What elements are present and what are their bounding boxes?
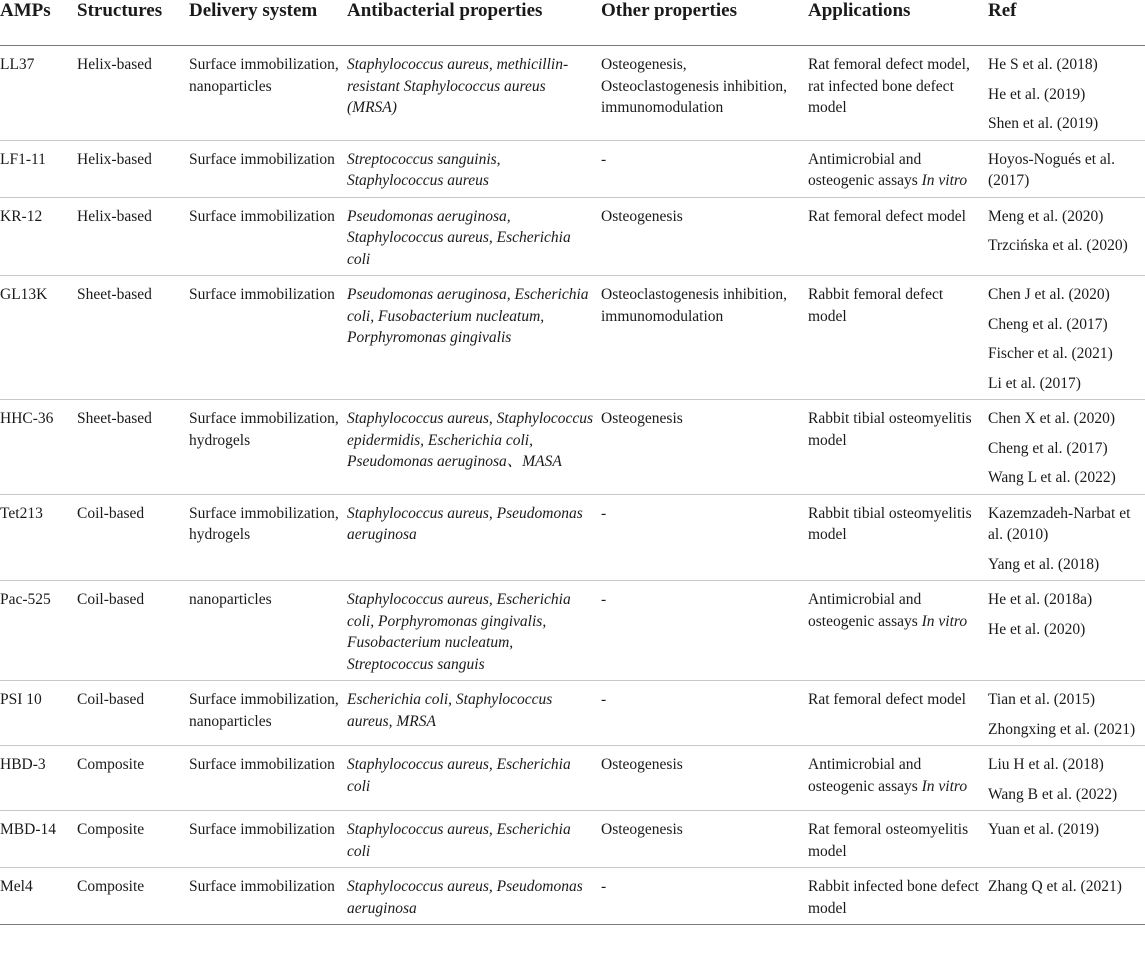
table-row bbox=[0, 581, 1145, 681]
table-row bbox=[0, 400, 1145, 495]
application-cell: Rabbit tibial osteomyelitis model bbox=[808, 400, 988, 495]
reference[interactable]: Yuan et al. (2019) bbox=[988, 821, 1100, 838]
structure-cell: Coil-based bbox=[77, 494, 189, 581]
reference[interactable]: Zhongxing et al. (2021) bbox=[988, 720, 1136, 738]
reference[interactable]: He et al. (2020) bbox=[988, 620, 1086, 638]
amp-cell: LF1-11 bbox=[0, 140, 77, 197]
other-properties-cell: Osteoclastogenesis inhibition, immunomodulation bbox=[601, 276, 808, 400]
other-properties-cell: - bbox=[601, 140, 808, 197]
amp-cell: KR-12 bbox=[0, 197, 77, 276]
application-cell: Rat femoral defect model bbox=[808, 681, 988, 746]
application-in-vitro: In vitro bbox=[921, 612, 968, 630]
reference[interactable]: Hoyos-Nogués et al. (2017) bbox=[988, 150, 1115, 189]
ref-cell bbox=[988, 197, 1145, 276]
reference[interactable]: Fischer et al. (2021) bbox=[988, 345, 1113, 362]
reference[interactable]: Meng et al. (2020) bbox=[988, 207, 1104, 225]
header-other-properties: Other properties bbox=[601, 0, 808, 46]
table-row bbox=[0, 494, 1145, 581]
structure-cell: Coil-based bbox=[77, 581, 189, 681]
antibacterial-cell: Staphylococcus aureus, Pseudomonas aeruginosa bbox=[347, 868, 601, 925]
application-cell: Rabbit femoral defect model bbox=[808, 276, 988, 400]
ref-cell bbox=[988, 494, 1145, 581]
structure-cell: Coil-based bbox=[77, 681, 189, 746]
ref-cell bbox=[988, 746, 1145, 811]
amp-cell: Pac-525 bbox=[0, 581, 77, 681]
other-properties-cell: Osteogenesis bbox=[601, 400, 808, 495]
other-properties-cell: Osteogenesis bbox=[601, 197, 808, 276]
delivery-cell: Surface immobilization, hydrogels bbox=[189, 494, 347, 581]
other-properties-cell: - bbox=[601, 494, 808, 581]
reference[interactable]: Liu H et al. (2018) bbox=[988, 756, 1104, 773]
application-in-vitro: In vitro bbox=[921, 172, 968, 189]
reference[interactable]: Zhang Q et al. (2021) bbox=[988, 878, 1122, 895]
antibacterial-cell: Streptococcus sanguinis, Staphylococcus aureus bbox=[347, 140, 601, 197]
application-cell bbox=[808, 140, 988, 197]
reference[interactable]: Cheng et al. (2017) bbox=[988, 439, 1108, 457]
antibacterial-cell: Staphylococcus aureus, Pseudomonas aeruginosa bbox=[347, 494, 601, 581]
application-cell: Rabbit tibial osteomyelitis model bbox=[808, 494, 988, 581]
table-header bbox=[0, 0, 1145, 46]
ref-cell bbox=[988, 400, 1145, 495]
other-properties-cell: Osteogenesis bbox=[601, 811, 808, 868]
reference[interactable]: Wang B et al. (2022) bbox=[988, 785, 1118, 803]
application-cell: Rat femoral osteomyelitis model bbox=[808, 811, 988, 868]
antibacterial-cell: Staphylococcus aureus, Escherichia coli, Porphyromonas gingivalis, Fusobacterium nucleatum, Streptococcus sanguis bbox=[347, 581, 601, 681]
amp-cell: LL37 bbox=[0, 46, 77, 141]
ref-cell bbox=[988, 276, 1145, 400]
application-cell bbox=[808, 746, 988, 811]
reference[interactable]: Shen et al. (2019) bbox=[988, 115, 1099, 132]
amp-cell: GL13K bbox=[0, 276, 77, 400]
table-row bbox=[0, 681, 1145, 746]
ref-cell bbox=[988, 140, 1145, 197]
reference[interactable]: Chen X et al. (2020) bbox=[988, 410, 1115, 427]
ref-cell bbox=[988, 581, 1145, 681]
reference[interactable]: Chen J et al. (2020) bbox=[988, 286, 1110, 303]
application-in-vitro: In vitro bbox=[921, 777, 968, 795]
structure-cell: Sheet-based bbox=[77, 276, 189, 400]
antibacterial-cell: Staphylococcus aureus, Escherichia coli bbox=[347, 746, 601, 811]
table-row bbox=[0, 140, 1145, 197]
other-properties-cell: Osteogenesis bbox=[601, 746, 808, 811]
delivery-cell: Surface immobilization bbox=[189, 811, 347, 868]
antibacterial-cell: Escherichia coli, Staphylococcus aureus, MRSA bbox=[347, 681, 601, 746]
reference[interactable]: Tian et al. (2015) bbox=[988, 691, 1096, 708]
application-cell: Rat femoral defect model bbox=[808, 197, 988, 276]
antibacterial-cell: Pseudomonas aeruginosa, Staphylococcus aureus, Escherichia coli bbox=[347, 197, 601, 276]
table-row bbox=[0, 868, 1145, 925]
table-row bbox=[0, 197, 1145, 276]
header-row bbox=[0, 0, 1145, 46]
delivery-cell: Surface immobilization, nanoparticles bbox=[189, 46, 347, 141]
reference[interactable]: Trzcińska et al. (2020) bbox=[988, 237, 1128, 254]
other-properties-cell: - bbox=[601, 868, 808, 925]
antibacterial-cell: Staphylococcus aureus, Staphylococcus epidermidis, Escherichia coli, Pseudomonas aeruginosa、MASA bbox=[347, 400, 601, 495]
reference[interactable]: He S et al. (2018) bbox=[988, 56, 1098, 73]
reference[interactable]: Yang et al. (2018) bbox=[988, 555, 1100, 573]
table-row bbox=[0, 46, 1145, 141]
amp-cell: HHC-36 bbox=[0, 400, 77, 495]
delivery-cell: Surface immobilization bbox=[189, 276, 347, 400]
structure-cell: Composite bbox=[77, 746, 189, 811]
antibacterial-cell: Staphylococcus aureus, methicillin-resistant Staphylococcus aureus (MRSA) bbox=[347, 46, 601, 141]
application-cell bbox=[808, 581, 988, 681]
application-cell: Rat femoral defect model, rat infected bone defect model bbox=[808, 46, 988, 141]
amp-cell: HBD-3 bbox=[0, 746, 77, 811]
header-structures: Structures bbox=[77, 0, 189, 46]
delivery-cell: Surface immobilization bbox=[189, 746, 347, 811]
table-row bbox=[0, 811, 1145, 868]
delivery-cell: Surface immobilization, hydrogels bbox=[189, 400, 347, 495]
header-ref: Ref bbox=[988, 0, 1145, 46]
amp-cell: MBD-14 bbox=[0, 811, 77, 868]
amp-cell: PSI 10 bbox=[0, 681, 77, 746]
reference[interactable]: Cheng et al. (2017) bbox=[988, 315, 1108, 333]
header-amps: AMPs bbox=[0, 0, 77, 46]
application-cell: Rabbit infected bone defect model bbox=[808, 868, 988, 925]
application-text: Antimicrobial and osteogenic assays bbox=[808, 591, 922, 630]
delivery-cell: Surface immobilization bbox=[189, 140, 347, 197]
header-antibacterial-properties: Antibacterial properties bbox=[347, 0, 601, 46]
application-text: Antimicrobial and osteogenic assays bbox=[808, 150, 922, 189]
structure-cell: Helix-based bbox=[77, 46, 189, 141]
reference[interactable]: He et al. (2018a) bbox=[988, 591, 1093, 608]
amp-cell: Mel4 bbox=[0, 868, 77, 925]
structure-cell: Helix-based bbox=[77, 140, 189, 197]
delivery-cell: Surface immobilization bbox=[189, 197, 347, 276]
table-row bbox=[0, 276, 1145, 400]
table-row bbox=[0, 746, 1145, 811]
ref-cell bbox=[988, 868, 1145, 925]
delivery-cell: Surface immobilization bbox=[189, 868, 347, 925]
amp-cell: Tet213 bbox=[0, 494, 77, 581]
other-properties-cell: Osteogenesis, Osteoclastogenesis inhibition, immunomodulation bbox=[601, 46, 808, 141]
other-properties-cell: - bbox=[601, 581, 808, 681]
header-applications: Applications bbox=[808, 0, 988, 46]
reference[interactable]: Kazemzadeh-Narbat et al. (2010) bbox=[988, 504, 1131, 543]
ref-cell bbox=[988, 811, 1145, 868]
ref-cell bbox=[988, 681, 1145, 746]
structure-cell: Composite bbox=[77, 868, 189, 925]
delivery-cell: Surface immobilization, nanoparticles bbox=[189, 681, 347, 746]
other-properties-cell: - bbox=[601, 681, 808, 746]
delivery-cell: nanoparticles bbox=[189, 581, 347, 681]
ref-cell bbox=[988, 46, 1145, 141]
structure-cell: Sheet-based bbox=[77, 400, 189, 495]
antibacterial-cell: Staphylococcus aureus, Escherichia coli bbox=[347, 811, 601, 868]
reference[interactable]: He et al. (2019) bbox=[988, 85, 1086, 103]
structure-cell: Composite bbox=[77, 811, 189, 868]
antibacterial-cell: Pseudomonas aeruginosa, Escherichia coli, Fusobacterium nucleatum, Porphyromonas gingivalis bbox=[347, 276, 601, 400]
structure-cell: Helix-based bbox=[77, 197, 189, 276]
reference[interactable]: Wang L et al. (2022) bbox=[988, 469, 1116, 486]
application-text: Antimicrobial and osteogenic assays bbox=[808, 756, 922, 795]
header-delivery-system: Delivery system bbox=[189, 0, 347, 46]
table-body bbox=[0, 46, 1145, 925]
reference[interactable]: Li et al. (2017) bbox=[988, 374, 1081, 392]
